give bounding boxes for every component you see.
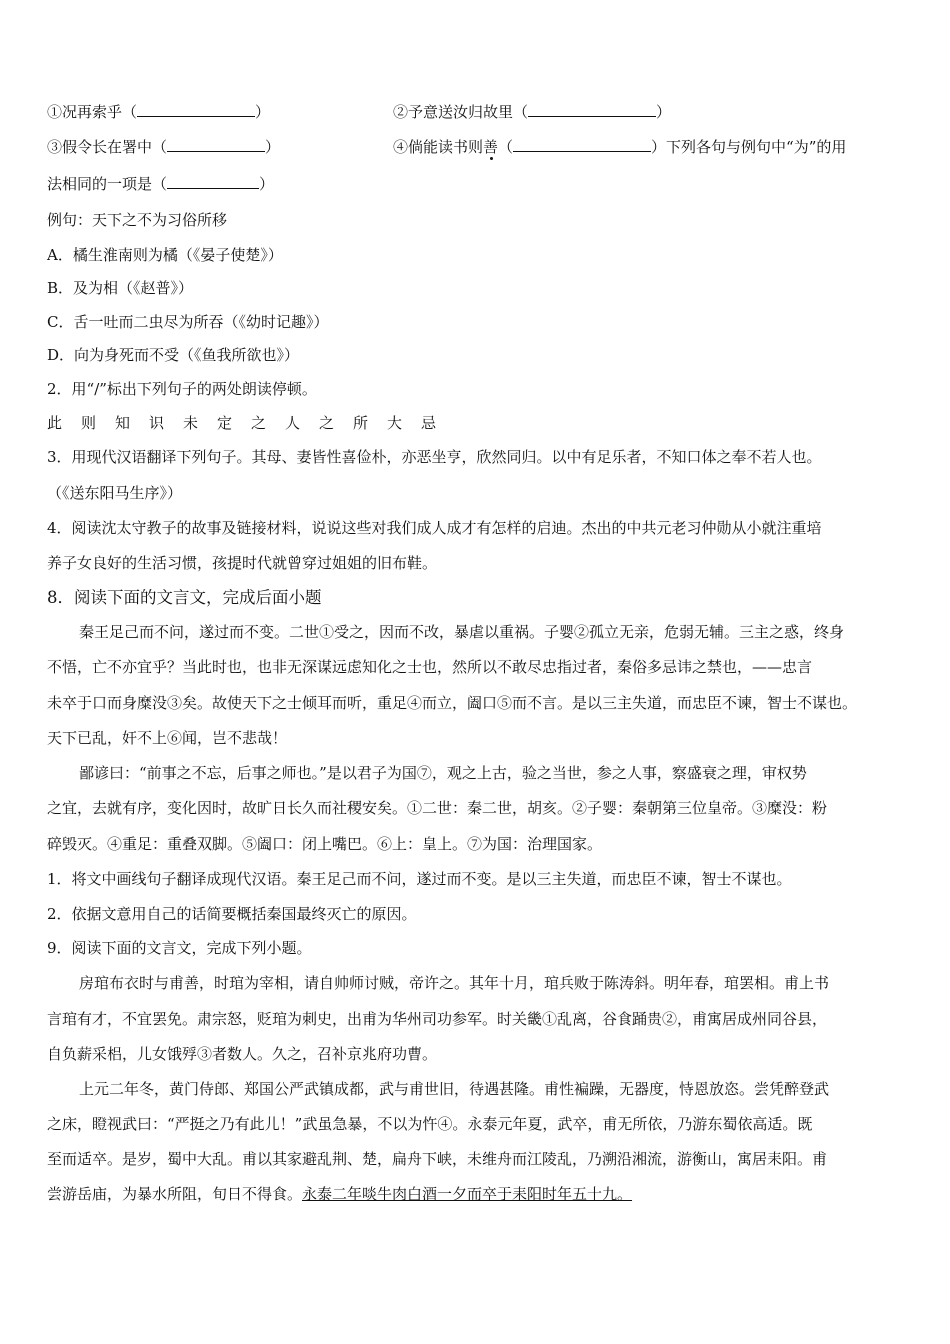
- s8-question-2: 2．依据文意用自己的话简要概括秦国最终灭亡的原因。: [47, 905, 417, 923]
- example-sentence: 例句：天下之不为习俗所移: [47, 211, 228, 229]
- question-3: 3．用现代汉语翻译下列句子。其母、妻皆性喜俭朴，亦恶坐亨，欣然同归。以中有足乐者，不知口体之奉不若人也。: [47, 448, 822, 466]
- option-b: B．及为相（《赵普》）: [47, 279, 194, 297]
- option-d: D．向为身死而不受（《鱼我所欲也》）: [47, 346, 300, 364]
- answer-blank[interactable]: [513, 137, 651, 152]
- s9-p2-line: 上元二年冬，黄门侍郎、郑国公严武镇成都，武与甫世旧，待遇甚隆。甫性褊躁，无器度，恃恩放恣。尝凭醉登武: [79, 1080, 830, 1098]
- option-a: A．橘生淮南则为橘（《晏子使楚》）: [47, 246, 283, 264]
- s8-question-1: 1．将文中画线句子翻译成现代汉语。秦王足己而不问，遂过而不变。是以三主失道，而忠臣不谏，智士不谋也。: [47, 870, 792, 888]
- s9-p2-line: 之床，瞪视武曰：“严挺之乃有此儿！”武虽急暴，不以为忤④。永泰元年夏，武卒，甫无所依，乃游东蜀依高适。既: [47, 1115, 813, 1133]
- question-2: 2．用“/”标出下列句子的两处朗读停顿。: [47, 380, 317, 398]
- section-8-title: 8．阅读下面的文言文，完成后面小题: [47, 588, 322, 607]
- pause-sentence: 此 则 知 识 未 定 之 人 之 所 大 忌: [47, 414, 437, 432]
- section-9-title: 9．阅读下面的文言文，完成下列小题。: [47, 939, 312, 957]
- answer-blank[interactable]: [167, 174, 259, 189]
- s8-p2-line: 鄙谚曰：“前事之不忘，后事之师也。”是以君子为国⑦，观之上古，验之当世，参之人事，察盛衰之理，审权势: [79, 764, 807, 782]
- blank-item-question: 法相同的一项是（ ）: [47, 175, 275, 193]
- blank-item-3: ③假令长在署中（ ）: [47, 138, 281, 156]
- s8-p1-line: 天下已乱，奸不上⑥闻，岂不悲哉！: [47, 729, 288, 747]
- underlined-sentence: 永泰二年啖牛肉白酒一夕而卒于耒阳时年五十九。: [302, 1185, 633, 1203]
- answer-blank[interactable]: [167, 137, 265, 152]
- s9-p2-last-line: 尝游岳庙，为暴水所阻，旬日不得食。永泰二年啖牛肉白酒一夕而卒于耒阳时年五十九。: [47, 1185, 633, 1203]
- option-c: C．舌一吐而二虫尽为所吞（《幼时记趣》）: [47, 313, 329, 331]
- question-4-line-2: 养子女良好的生活习惯，孩提时代就曾穿过姐姐的旧布鞋。: [47, 554, 438, 572]
- blank-item-2: ②予意送汝归故里（ ）: [393, 103, 672, 121]
- s8-p2-line: 之宜，去就有序，变化因时，故旷日长久而社稷安矣。①二世：秦二世，胡亥。②子婴：秦朝第三位皇帝。③糜没：粉: [47, 799, 828, 817]
- s8-p1-line: 秦王足己而不问，遂过而不变。二世①受之，因而不改，暴虐以重祸。子婴②孤立无亲，危弱无辅。三主之惑，终身: [79, 623, 845, 641]
- s9-p2-line: 至而适卒。是岁，蜀中大乱。甫以其家避乱荆、楚，扁舟下峡，未维舟而江陵乱，乃溯沿湘流，游衡山，寓居耒阳。甫: [47, 1150, 828, 1168]
- s9-p1-line: 言琯有才，不宜罢免。肃宗怒，贬琯为刺史，出甫为华州司功参军。时关畿①乱离，谷食踊贵②，甫寓居成州同谷县，: [47, 1010, 828, 1028]
- emphasis-dot-char: 善: [483, 138, 499, 156]
- s9-p1-line: 自负薪采梠，儿女饿殍③者数人。久之，召补京兆府功曹。: [47, 1045, 438, 1063]
- question-3-source: （《送东阳马生序》）: [47, 484, 183, 502]
- answer-blank[interactable]: [137, 102, 255, 117]
- blank-item-4: ④倘能读书则善（ ）下列各句与例句中“为”的用: [393, 138, 847, 156]
- blank-item-1: ①况再索乎（ ）: [47, 103, 271, 121]
- s8-p1-line: 不悟，亡不亦宜乎？当此时也，也非无深谋远虑知化之士也，然所以不敢尽忠指过者，秦俗多忌讳之禁也，——忠言: [47, 658, 813, 676]
- s9-p1-line: 房琯布衣时与甫善，时琯为宰相，请自帅师讨贼，帝许之。其年十月，琯兵败于陈涛斜。明年春，琯罢相。甫上书: [79, 974, 830, 992]
- answer-blank[interactable]: [528, 102, 656, 117]
- s8-p1-line: 未卒于口而身糜没③矣。故使天下之士倾耳而听，重足④而立，阖口⑤而不言。是以三主失道，而忠臣不谏，智士不谋也。: [47, 694, 858, 712]
- s8-p2-line: 碎毁灭。④重足：重叠双脚。⑤阖口：闭上嘴巴。⑥上：皇上。⑦为国：治理国家。: [47, 835, 603, 853]
- question-4-line-1: 4．阅读沈太守教子的故事及链接材料，说说这些对我们成人成才有怎样的启迪。杰出的中共元老习仲勋从小就注重培: [47, 519, 822, 537]
